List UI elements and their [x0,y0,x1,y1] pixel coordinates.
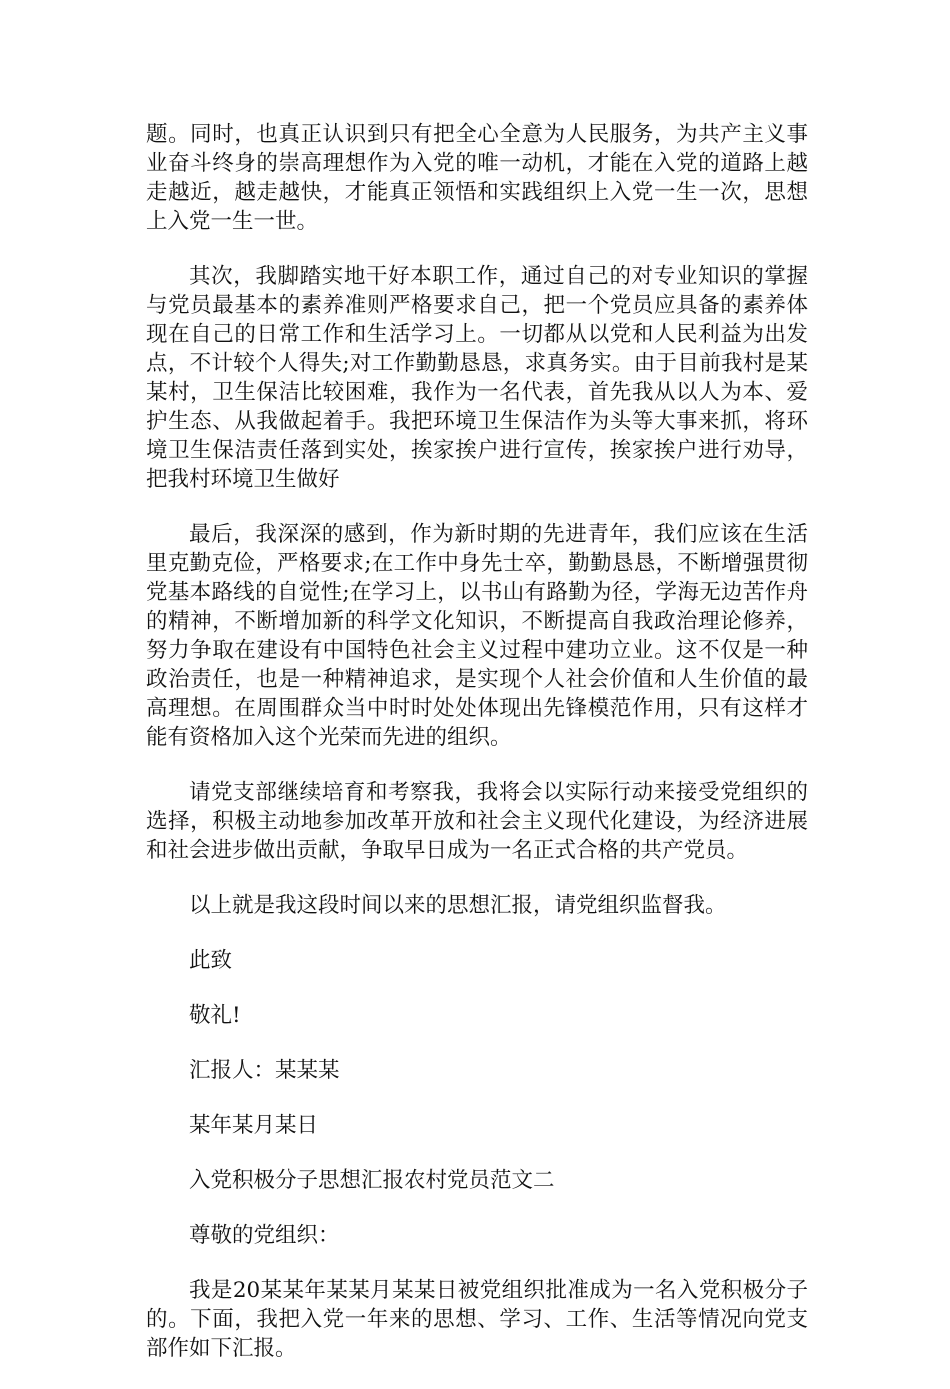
paragraph-request: 请党支部继续培育和考察我，我将会以实际行动来接受党组织的选择，积极主动地参加改革开放和社会主义现代化建设，为经济进展和社会进步做出贡献，争取早日成为一名正式合格的共产党员。 [146,780,808,863]
greeting-line: 尊敬的党组织： [189,1223,340,1248]
date-line: 某年某月某日 [189,1113,319,1138]
paragraph-intro: 我是20某某年某某月某某日被党组织批准成为一名入党积极分子的。下面，我把入党一年来的思想、学习、工作、生活等情况向党支部作如下汇报。 [146,1278,808,1361]
closing-regards: 敬礼! [189,1003,241,1028]
closing-salutation: 此致 [189,948,233,973]
paragraph-summary: 以上就是我这段时间以来的思想汇报，请党组织监督我。 [189,893,727,918]
paragraph-finally: 最后，我深深的感到，作为新时期的先进青年，我们应该在生活里克勤克俭，严格要求;在工作中身先士卒，勤勤恳恳，不断增强贯彻党基本路线的自觉性;在学习上，以书山有路勤为径，学海无边苦作舟的精神，不断增加新的科学文化知识，不断提高自我政治理论修养，努力争取在建设有中国特色社会主义过程中建功立业。这不仅是一种政治责任，也是一种精神追求，是实现个人社会价值和人生价值的最高理想。在周围群众当中时时处处体现出先锋模范作用，只有这样才能有资格加入这个光荣而先进的组织。 [146,522,808,750]
paragraph-continuation: 题。同时，也真正认识到只有把全心全意为人民服务，为共产主义事业奋斗终身的崇高理想作为入党的唯一动机，才能在入党的道路上越走越近，越走越快，才能真正领悟和实践组织上入党一生一次，思想上入党一生一世。 [146,122,808,234]
paragraph-work: 其次，我脚踏实地干好本职工作，通过自己的对专业知识的掌握与党员最基本的素养准则严格要求自己，把一个党员应具备的素养体现在自己的日常工作和生活学习上。一切都从以党和人民利益为出发点，不计较个人得失;对工作勤勤恳恳，求真务实。由于目前我村是某某村，卫生保洁比较困难，我作为一名代表，首先我从以人为本、爱护生态、从我做起着手。我把环境卫生保洁作为头等大事来抓，将环境卫生保洁责任落到实处，挨家挨户进行宣传，挨家挨户进行劝导，把我村环境卫生做好 [146,264,808,492]
reporter-line: 汇报人：某某某 [189,1058,340,1083]
section-title: 入党积极分子思想汇报农村党员范文二 [189,1168,555,1193]
document-body [146,120,808,1389]
